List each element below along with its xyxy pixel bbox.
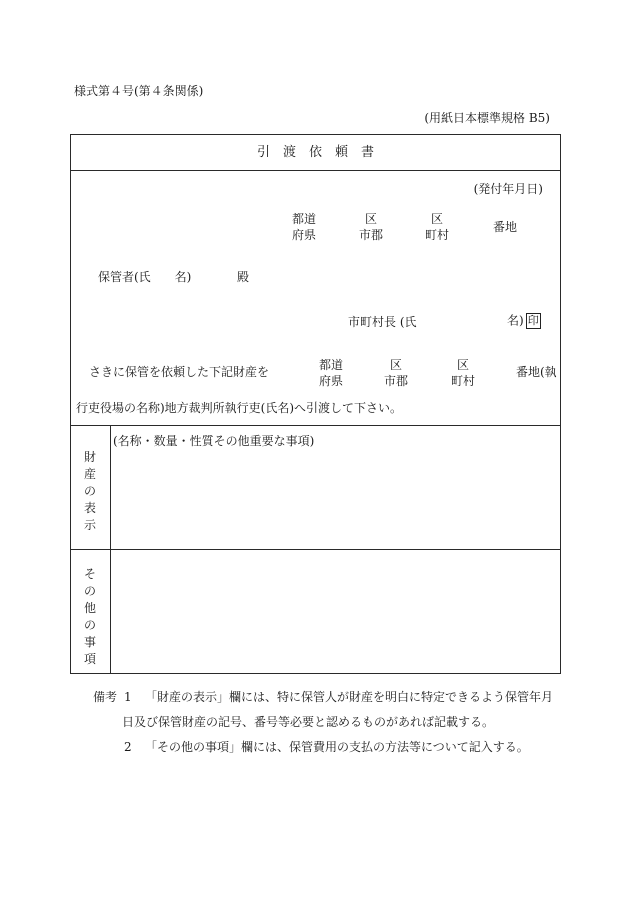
- banchi-label: 番地: [493, 220, 518, 234]
- remark-1-line-1: 「財産の表示」欄には、特に保管人が財産を明白に特定できるよう保管年月: [145, 690, 554, 704]
- city-label: 区 市郡: [358, 212, 383, 242]
- label-column-divider: [110, 425, 111, 674]
- request-city-label: 区 市郡: [383, 358, 408, 388]
- seal-mark: 印: [527, 314, 539, 327]
- request-second-line: 行吏役場の名称)地方裁判所執行吏(氏名)へ引渡して下さい。: [76, 401, 403, 415]
- remark-2-line-1: 「その他の事項」欄には、保管費用の支払の方法等について記入する。: [145, 740, 529, 754]
- frame-bottom: [70, 673, 561, 674]
- form-number: 様式第４号(第４条関係): [74, 84, 204, 98]
- request-town-label: 区 町村: [450, 358, 475, 388]
- remark-1-line-2: 日及び保管財産の記号、番号等必要と認めるものがあれば記載する。: [122, 715, 495, 729]
- request-suffix: 番地(執: [516, 365, 557, 379]
- issue-date-label: (発付年月日): [473, 182, 543, 196]
- remark-2-number: 2: [124, 740, 132, 754]
- section-divider: [70, 549, 561, 550]
- body-divider: [70, 425, 561, 426]
- request-prefix: さきに保管を依頼した下記財産を: [89, 365, 270, 379]
- town-label: 区 町村: [424, 212, 449, 242]
- honorific-label: 殿: [237, 270, 250, 284]
- mayor-name-close: 名) 印: [507, 313, 539, 328]
- paper-size-note: (用紙日本標準規格 B5): [424, 111, 550, 125]
- frame-right: [560, 134, 561, 674]
- frame-left: [70, 134, 71, 674]
- property-note: (名称・数量・性質その他重要な事項): [113, 434, 315, 448]
- frame-top: [70, 134, 561, 135]
- title-divider: [70, 170, 561, 171]
- remarks-label: 備考: [93, 690, 118, 704]
- remark-1-number: 1: [124, 690, 132, 704]
- custodian-name-label: 保管者(氏 名): [98, 270, 192, 284]
- request-prefecture-label: 都道 府県: [318, 358, 343, 388]
- prefecture-label: 都道 府県: [291, 212, 316, 242]
- form-title: 引 渡 依 頼 書: [256, 145, 374, 160]
- mayor-name-label: 市町村長 (氏: [348, 315, 417, 329]
